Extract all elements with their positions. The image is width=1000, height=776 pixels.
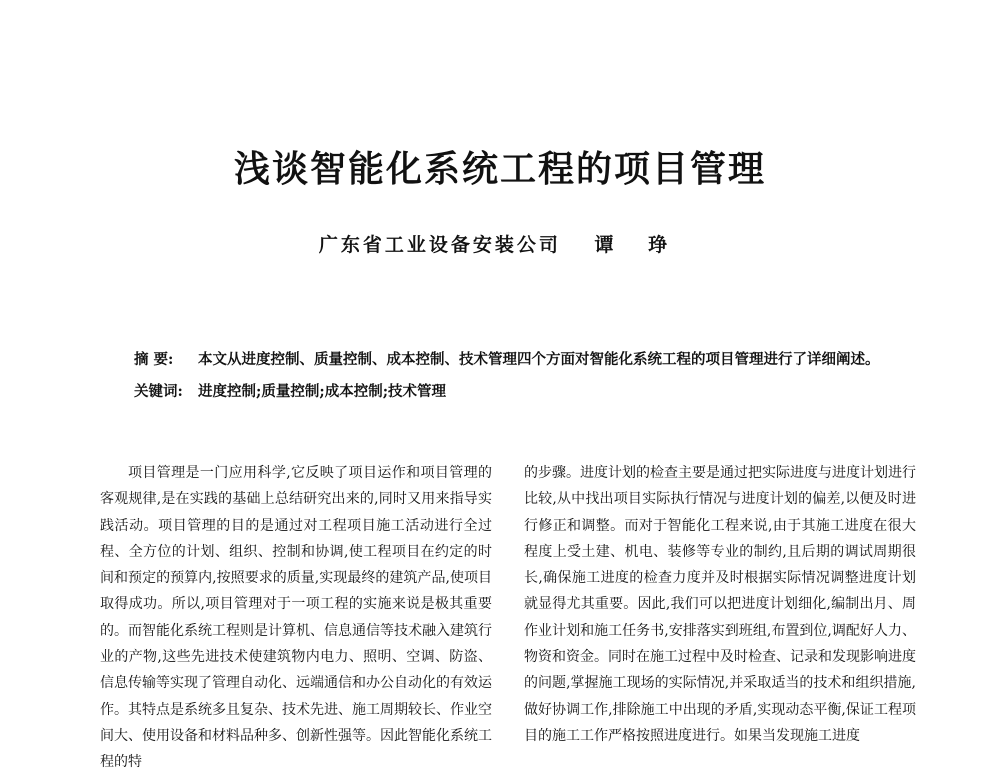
keywords-row [134, 379, 894, 405]
body-column-right [524, 460, 916, 760]
keywords-label: 关键词: [134, 383, 183, 400]
abstract-text: 本文从进度控制、质量控制、成本控制、技术管理四个方面对智能化系统工程的项目管理进行了详细阐述。 [198, 351, 880, 368]
article-title: 浅谈智能化系统工程的项目管理 [233, 148, 766, 191]
body-paragraph-continued: 的步骤。进度计划的检查主要是通过把实际进度与进度计划进行比较,从中找出项目实际执行情况与进度计划的偏差,以便及时进行修正和调整。而对于智能化工程来说,由于其施工进度在很大程度上受土建、机电、装修等专业的制约,且后期的调试周期很长,确保施工进度的检查力度并及时根据实际情况调整进度计划就显得尤其重要。因此,我们可以把进度计划细化,编制出月、周作业计划和施工任务书,安排落实到班组,布置到位,调配好人力、物资和资金。同时在施工过程中及时检查、记录和发现影响进度的问题,掌握施工现场的实际情况,并采取适当的技术和组织措施,做好协调工作,排除施工中出现的矛盾,实现动态平衡,保证工程项目的施工工作严格按照进度进行。如果当发现施工进度 [524, 465, 916, 744]
abstract-row [134, 347, 894, 373]
body-column-left [100, 460, 492, 771]
article-meta [134, 347, 894, 405]
keywords-text: 进度控制;质量控制;成本控制;技术管理 [198, 383, 447, 400]
byline [0, 230, 1000, 260]
abstract-label: 摘 要: [134, 351, 174, 368]
author-affiliation: 广东省工业设备安装公司 [318, 234, 561, 256]
author-name: 谭 琤 [594, 234, 682, 256]
body-paragraph: 项目管理是一门应用科学,它反映了项目运作和项目管理的客观规律,是在实践的基础上总结研究出来的,同时又用来指导实践活动。项目管理的目的是通过对工程项目施工活动进行全过程、全方位的计划、组织、控制和协调,使工程项目在约定的时间和预定的预算内,按照要求的质量,实现最终的建筑产品,使项目取得成功。所以,项目管理对于一项工程的实施来说是极其重要的。而智能化系统工程则是计算机、信息通信等技术融入建筑行业的产物,这些先进技术使建筑物内电力、照明、空调、防盗、信息传输等实现了管理自动化、远端通信和办公自动化的有效运作。其特点是系统多且复杂、技术先进、施工周期较长、作业空间大、使用设备和材料品种多、创新性强等。因此智能化系统工程的特 [100, 465, 492, 771]
